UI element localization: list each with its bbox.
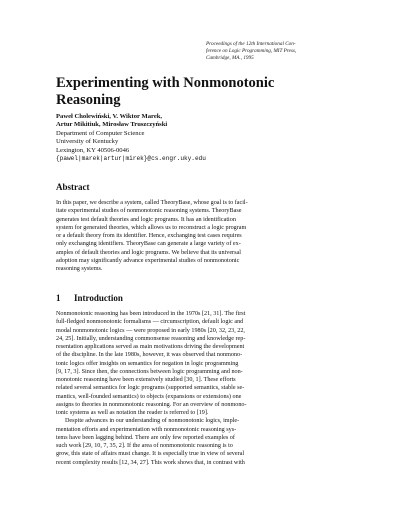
abstract-line: reasoning systems. xyxy=(56,266,103,272)
abstract-line: itate experimental studies of nonmonotonic reasoning systems. TheoryBase xyxy=(56,208,242,215)
abstract-line: adoption may significantly advance experimental studies of nonmonotonic xyxy=(56,257,240,264)
paragraph-line: 24, 25]. Initially, understanding commonsense reasoning and knowledge rep- xyxy=(56,335,246,342)
paragraph-line: such work [29, 10, 7, 35, 2]. If the area of nonmonotonic reasoning is to xyxy=(56,443,233,449)
section-number: 1 xyxy=(56,293,61,303)
proceedings-line: ference on Logic Programming, MIT Press, xyxy=(206,48,297,55)
paragraph-line: modal nonmonotonic logics — were proposed in early 1980s [20, 32, 23, 22, xyxy=(56,327,245,334)
paragraph-line: of the discipline. In the late 1980s, however, it was observed that nonmono- xyxy=(56,352,243,359)
paragraph-line: related several semantics for logic programs (supported semantics, stable se- xyxy=(56,385,245,392)
author-names: Artur Mikitiuk, Mirosław Truszczyński xyxy=(56,121,168,129)
affiliation-line: Department of Computer Science xyxy=(56,129,145,137)
abstract-body xyxy=(56,199,346,273)
paragraph-line: mantics, well-founded semantics) to objects (expansions or extensions) one xyxy=(56,393,242,400)
abstract-line: In this paper, we describe a system, called TheoryBase, whose goal is to facil- xyxy=(56,200,248,206)
paragraph-line: monotonic reasoning have been extensively studied [30, 1]. These efforts xyxy=(56,377,236,383)
title-line: Experimenting with Nonmonotonic xyxy=(56,75,275,91)
proceedings-line: Proceedings of the 12th International Con- xyxy=(206,41,296,47)
paragraph-line: [9, 17, 3]. Since then, the connections between logic programming and non- xyxy=(56,368,243,375)
paragraph-line: assigns to theories in nonmonotonic reasoning. For an overview of nonmono- xyxy=(56,401,247,408)
abstract-line: amples of default theories and logic programs. We believe that its universal xyxy=(56,249,241,256)
abstract-line: system for generated theories, which allows us to reconstruct a logic program xyxy=(56,224,247,231)
paragraph-line: full-fledged nonmonotonic formalisms — circumscription, default logic and xyxy=(56,319,244,326)
author-names: Paweł Cholewiński, V. Wiktor Marek, xyxy=(56,113,163,120)
abstract-line: only exchanging identifiers. TheoryBase can generate a large variety of ex- xyxy=(56,241,241,248)
paper-title xyxy=(56,75,356,108)
paragraph-line: mentation efforts and experimentation with nonmonotonic reasoning sys- xyxy=(56,426,237,433)
paragraph-line: grow, this state of affairs must change. It is especially true in view of several xyxy=(56,451,245,458)
introduction-body xyxy=(56,310,346,467)
email-line: {pawel|marek|artur|mirek}@cs.engr.uky.edu xyxy=(56,155,206,163)
affiliation-line: University of Kentucky xyxy=(56,138,119,146)
paragraph-line: Despite advances in our understanding of nonmonotonic logics, imple- xyxy=(65,418,240,425)
abstract-line: generates test default theories and logic programs. It has an identification xyxy=(56,216,236,223)
paragraph-line: tems have been lagging behind. There are only few reported examples of xyxy=(56,434,235,441)
paragraph-line: Nonmonotonic reasoning has been introduced in the 1970s [21, 31]. The first xyxy=(56,311,246,317)
section-heading xyxy=(56,293,123,304)
paragraph-line: tonic systems as well as notation the reader is referred to [19]. xyxy=(56,410,209,416)
affiliation-line: Lexington, KY 40506-0046 xyxy=(56,146,130,154)
author-block xyxy=(56,113,336,163)
abstract-heading: Abstract xyxy=(56,182,90,192)
proceedings-note xyxy=(206,41,356,62)
paragraph-line: tonic logics offer insights on semantics for negation in logic programming xyxy=(56,360,239,367)
proceedings-line: Cambridge, MA., 1995 xyxy=(206,55,254,62)
paragraph-line: recent complexity results [12, 34, 27]. This work shows that, in contrast with xyxy=(56,459,245,466)
title-line: Reasoning xyxy=(56,91,121,108)
section-title: Introduction xyxy=(74,293,123,303)
abstract-line: or a default theory from its identifier. Hence, exchanging test cases requires xyxy=(56,233,242,239)
paragraph-line: resentation applications served as main motivations driving the development xyxy=(56,344,245,350)
